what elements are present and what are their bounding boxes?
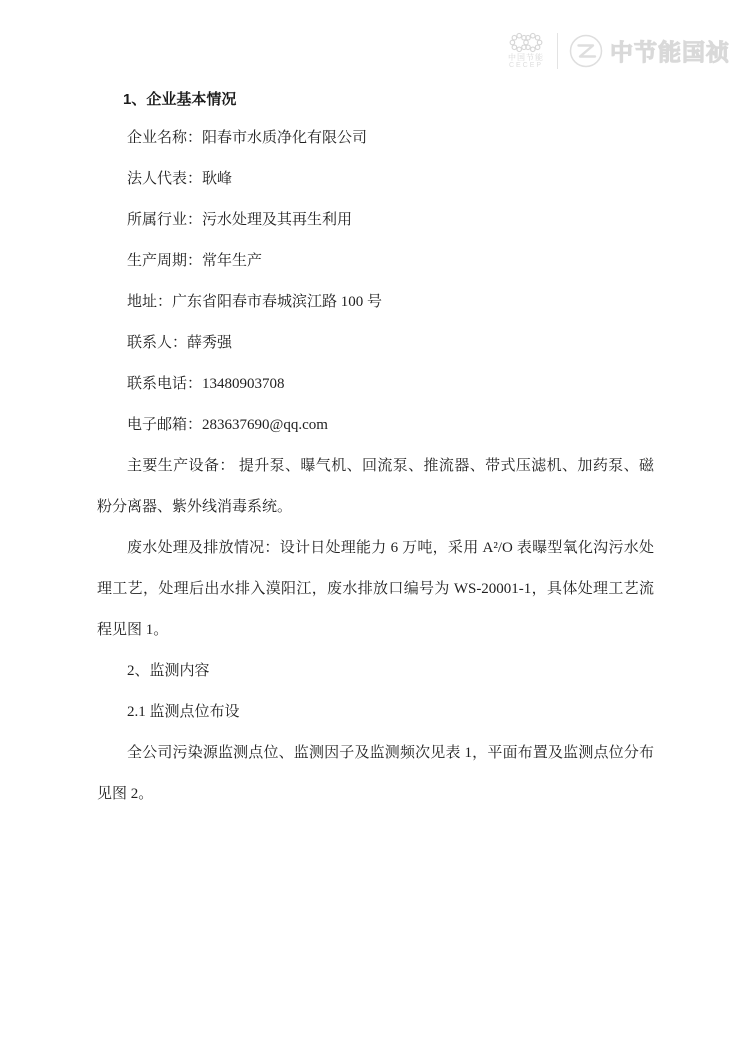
brand-name-text: 中节能国祯 xyxy=(610,39,730,65)
cecep-beads-icon xyxy=(509,32,543,53)
section-2-1-heading: 2.1 监测点位布设 xyxy=(127,704,240,720)
field-contact-person: 联系人：薛秀强 xyxy=(127,335,233,351)
field-contact-phone: 联系电话：13480903708 xyxy=(127,376,285,392)
company-logo xyxy=(506,32,730,69)
logo-divider xyxy=(557,33,558,69)
section-1-heading: 1、企业基本情况 xyxy=(123,91,237,108)
field-email: 电子邮箱：283637690@qq.com xyxy=(127,417,328,433)
paragraph-main-equipment: 主要生产设备： 提升泵、曝气机、回流泵、推流器、带式压滤机、加药泵、磁粉分离器、紫外线消毒系统。 xyxy=(97,458,654,515)
field-production-cycle: 生产周期：常年生产 xyxy=(127,253,263,269)
field-address: 地址：广东省阳春市春城滨江路 100 号 xyxy=(127,294,383,310)
field-legal-representative: 法人代表：耿峰 xyxy=(127,171,233,187)
document-body xyxy=(97,90,654,815)
field-company-name: 企业名称：阳春市水质净化有限公司 xyxy=(127,130,368,146)
cecep-cn-label: 中国节能 xyxy=(508,53,544,62)
section-2-heading: 2、监测内容 xyxy=(127,663,210,679)
cecep-emblem xyxy=(506,32,546,69)
field-industry: 所属行业：污水处理及其再生利用 xyxy=(127,212,353,228)
paragraph-wastewater: 废水处理及排放情况：设计日处理能力 6 万吨，采用 A²/O 表曝型氧化沟污水处理工艺，处理后出水排入漠阳江，废水排放口编号为 WS-20001-1，具体处理工艺流程见图 1。 xyxy=(97,540,654,638)
paragraph-monitoring: 全公司污染源监测点位、监测因子及监测频次见表 1，平面布置及监测点位分布见图 2。 xyxy=(97,745,654,802)
cecep-en-label: CECEP xyxy=(508,62,544,69)
guozhen-circle-z-icon xyxy=(568,33,604,69)
